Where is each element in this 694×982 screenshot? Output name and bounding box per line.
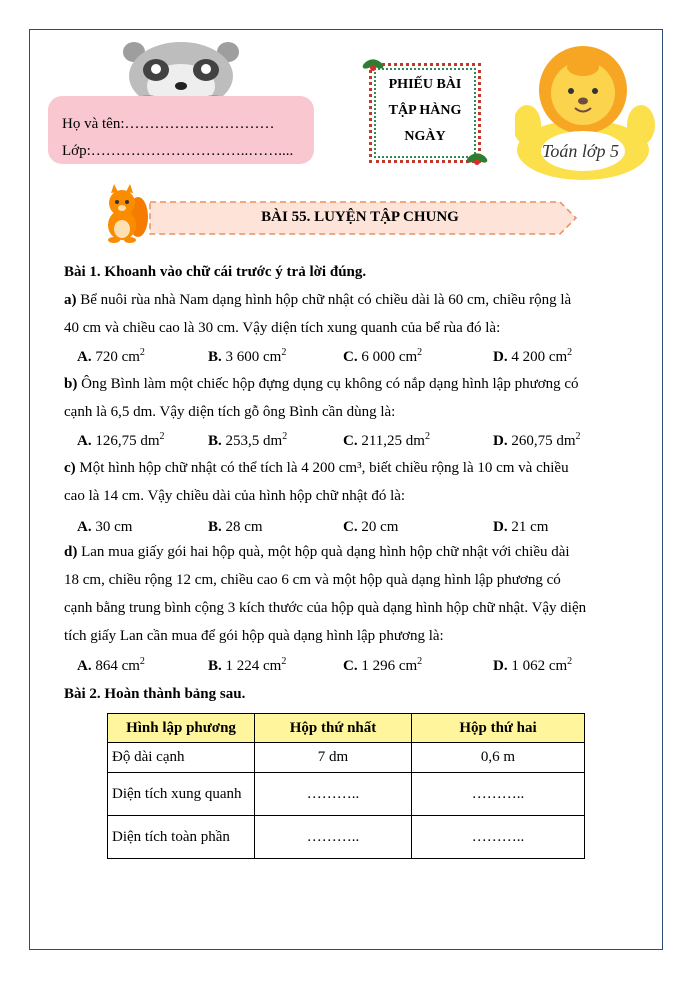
table-cell: 0,6 m: [412, 743, 585, 773]
answer-table: [107, 713, 585, 859]
grade-label: Toán lớp 5: [542, 141, 619, 161]
question-label: c): [64, 460, 76, 476]
table-header-cell: Hộp thứ hai: [412, 714, 585, 743]
table-row: [108, 743, 585, 773]
question-text: [64, 460, 569, 477]
exercise-1-title: Bài 1. Khoanh vào chữ cái trước ý trả lời đúng.: [64, 264, 367, 280]
question-line: Ông Bình làm một chiếc hộp đựng dụng cụ không có nắp dạng hình lập phương có: [81, 376, 579, 392]
question-text: [64, 292, 571, 309]
holly-icon: [362, 56, 384, 76]
table-cell: Độ dài cạnh: [108, 743, 255, 773]
question-line: Lan mua giấy gói hai hộp quà, một hộp quà dạng hình hộp chữ nhật với chiều dài: [81, 544, 570, 560]
table-cell: Diện tích xung quanh: [108, 773, 255, 816]
answer-option-d[interactable]: D. 21 cm: [493, 519, 549, 535]
answer-option-a[interactable]: A. 126,75 $dm^2$: [77, 431, 165, 449]
question-label: b): [64, 376, 78, 392]
answer-blank[interactable]: ………..: [255, 773, 412, 816]
answer-option-c[interactable]: C. 6 000 $cm^2$: [343, 347, 423, 365]
class-field[interactable]: Lớp:…………………………..……....: [62, 143, 294, 159]
question-line: tích giấy Lan cần mua để gói hộp quà dạng hình lập phương là:: [64, 628, 444, 644]
question-text: [64, 376, 579, 393]
question-label: a): [64, 292, 77, 308]
answer-option-a[interactable]: A. 864 $cm^2$: [77, 656, 145, 674]
question-line: 18 cm, chiều rộng 12 cm, chiều cao 6 cm và một hộp quà dạng hình lập phương có: [64, 572, 561, 588]
answer-option-c[interactable]: C. 1 296 $cm^2$: [343, 656, 423, 674]
answer-blank[interactable]: ………..: [255, 816, 412, 859]
question-label: d): [64, 544, 78, 560]
answer-option-b[interactable]: B. 3 600 $cm^2$: [208, 347, 287, 365]
table-header-row: [108, 714, 585, 743]
worksheet-title-line: PHIẾU BÀI: [388, 77, 462, 92]
name-field[interactable]: Họ và tên:…………………………: [62, 116, 275, 132]
question-line: cạnh bằng trung bình cộng 3 kích thước của hộp quà dạng hình hộp chữ nhật. Vậy diện: [64, 600, 587, 616]
answer-option-a[interactable]: A. 30 cm: [77, 519, 133, 535]
question-line: cao là 14 cm. Vậy chiều dài của hình hộp chữ nhật đó là:: [64, 488, 406, 504]
question-line: cạnh là 6,5 dm. Vậy diện tích gỗ ông Bình cần dùng là:: [64, 404, 396, 420]
lesson-title: BÀI 55. LUYỆN TẬP CHUNG: [261, 209, 459, 225]
worksheet-title-line: NGÀY: [404, 129, 446, 144]
table-cell: 7 dm: [255, 743, 412, 773]
answer-option-b[interactable]: B. 1 224 $cm^2$: [208, 656, 287, 674]
answer-option-b[interactable]: B. 253,5 $dm^2$: [208, 431, 288, 449]
answer-option-c[interactable]: C. 211,25 $dm^2$: [343, 431, 430, 449]
table-cell: Diện tích toàn phần: [108, 816, 255, 859]
exercise-2-title: Bài 2. Hoàn thành bảng sau.: [64, 686, 246, 702]
table-header-cell: Hộp thứ nhất: [255, 714, 412, 743]
answer-option-a[interactable]: A. 720 $cm^2$: [77, 347, 145, 365]
answer-option-d[interactable]: D. 1 062 $cm^2$: [493, 656, 573, 674]
answer-option-d[interactable]: D. 260,75 $dm^2$: [493, 431, 581, 449]
question-line: Một hình hộp chữ nhật có thể tích là 4 200 cm³, biết chiều rộng là 10 cm và chiều: [79, 460, 569, 476]
question-line: Bể nuôi rùa nhà Nam dạng hình hộp chữ nhật có chiều dài là 60 cm, chiều rộng là: [80, 292, 572, 308]
holly-icon: [466, 150, 488, 170]
question-text: [64, 544, 570, 561]
answer-blank[interactable]: ………..: [412, 773, 585, 816]
question-line: 40 cm và chiều cao là 30 cm. Vậy diện tích xung quanh của bể rùa đó là:: [64, 320, 501, 336]
squirrel-illustration: [100, 183, 150, 243]
answer-option-d[interactable]: D. 4 200 $cm^2$: [493, 347, 573, 365]
answer-blank[interactable]: ………..: [412, 816, 585, 859]
worksheet-title-line: TẬP HÀNG: [388, 103, 462, 118]
table-header-cell: Hình lập phương: [108, 714, 255, 743]
answer-option-c[interactable]: C. 20 cm: [343, 519, 399, 535]
answer-option-b[interactable]: B. 28 cm: [208, 519, 263, 535]
table-row: [108, 816, 585, 859]
table-row: [108, 773, 585, 816]
worksheet-title-box: [369, 63, 481, 163]
